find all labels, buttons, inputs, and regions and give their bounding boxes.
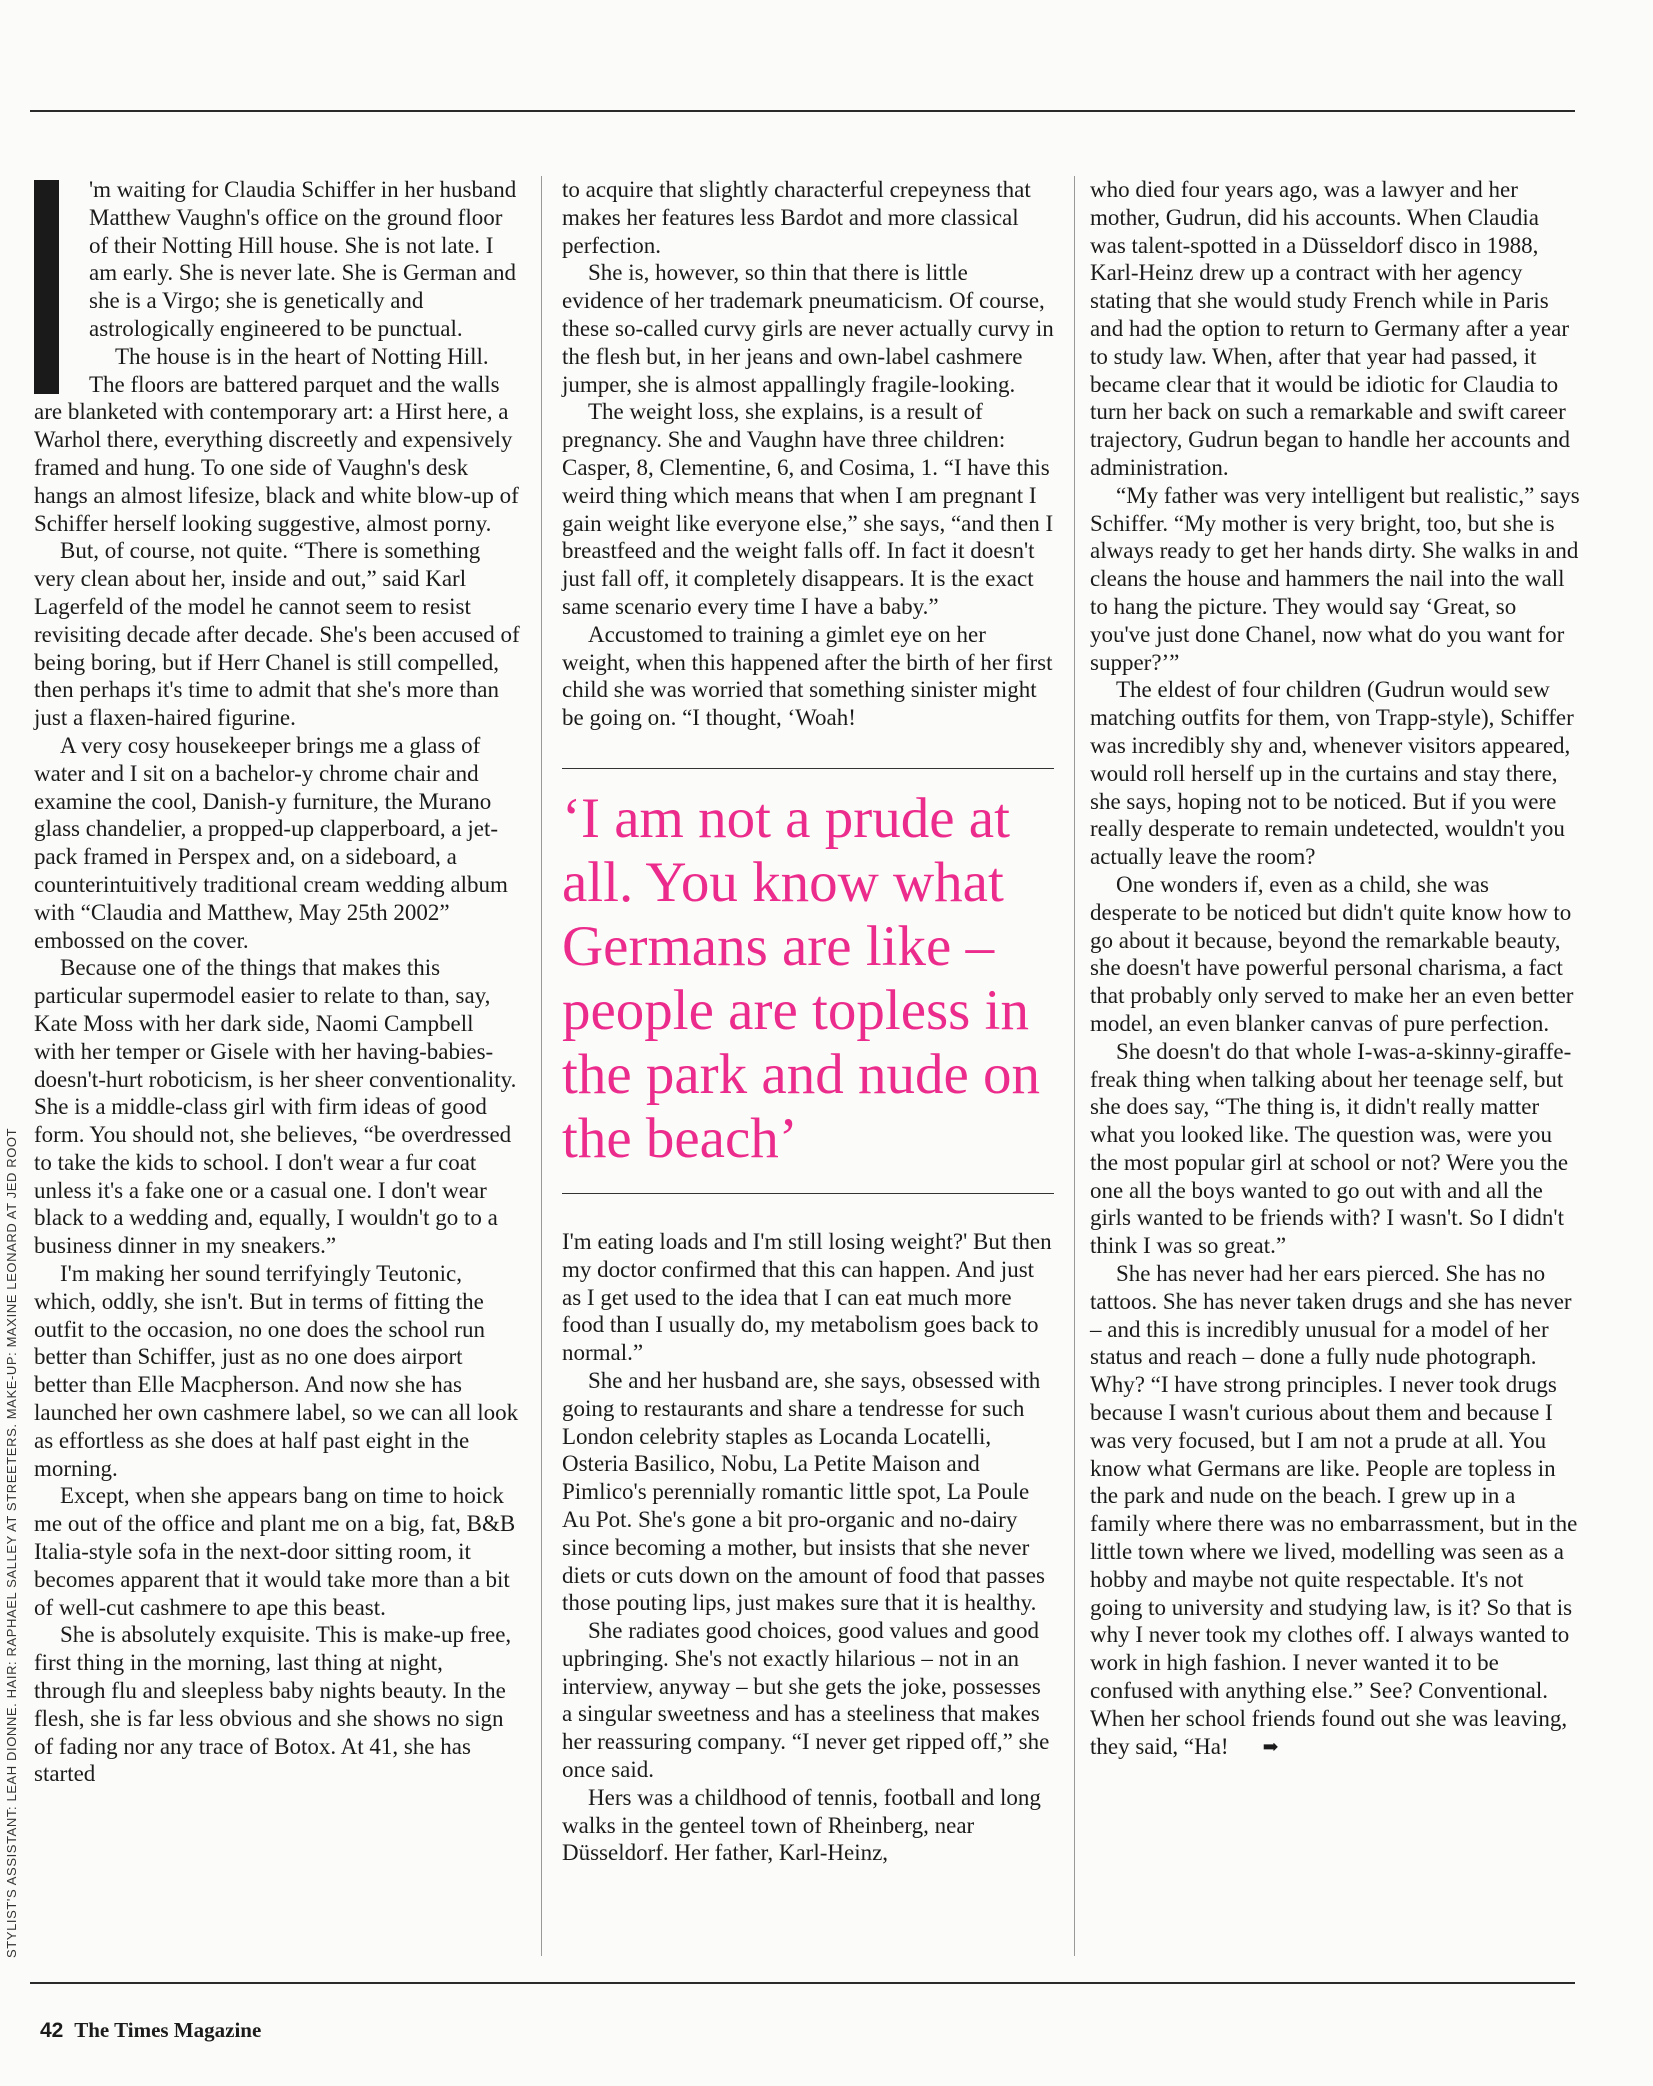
pull-quote-text: ‘I am not a prude at all. You know what Germans are like – people are topless in the park and nude on the beach’	[562, 786, 1041, 1170]
paragraph: “My father was very intelligent but realistic,” says Schiffer. “My mother is very bright, too, but she is always ready to get her hands dirty. She walks in and cleans the house and hammers the nail into the wall to hang the picture. They would say ‘Great, so you've just done Chanel, now what do you want for supper?’”	[1090, 482, 1580, 675]
paragraph: The house is in the heart of Notting Hill. The floors are battered parquet and the walls are blanketed with contemporary art: a Hirst here, a Warhol there, everything discreetly and expensively framed and hung. To one side of Vaughn's desk hangs an almost lifesize, black and white blow-up of Schiffer herself looking suggestive, almost porny.	[34, 343, 519, 536]
paragraph: She doesn't do that whole I-was-a-skinny-giraffe-freak thing when talking about her teenage self, but she does say, “The thing is, it didn't really matter what you looked like. The question was, were you the most popular girl at school or not? Were you the one all the boys wanted to go out with and all the girls wanted to be friends with? I wasn't. So I didn't think I was so great.”	[1090, 1038, 1572, 1259]
paragraph: She is, however, so thin that there is little evidence of her trademark pneumaticism. Of course, these so-called curvy girls are never actually curvy in the flesh but, in her jeans and own-label cashmere jumper, she is almost appallingly fragile-looking.	[562, 260, 1054, 397]
publication-name: The Times Magazine	[74, 2018, 262, 2042]
paragraph: She radiates good choices, good values and good upbringing. She's not exactly hilarious – not in an interview, anyway – but she gets the joke, possesses a singular sweetness and has a steeliness that makes her reassuring company. “I never get ripped off,” she once said.	[562, 1618, 1050, 1783]
paragraph: She and her husband are, she says, obsessed with going to restaurants and share a tendresse for such London celebrity staples as Locanda Locatelli, Osteria Basilico, Nobu, La Petite Maison and Pimlico's perennially romantic little spot, La Poule Au Pot. She's gone a bit pro-organic and no-dairy since becoming a mother, but insists that she never diets or cuts down on the amount of food that passes those pouting lips, just makes sure that it is healthy.	[562, 1367, 1045, 1616]
paragraph: The eldest of four children (Gudrun would sew matching outfits for them, von Trapp-style), Schiffer was incredibly shy and, whenever visitors appeared, would roll herself up in the curtains and stay there, she says, hoping not to be noticed. But if you were really desperate to remain undetected, wouldn't you actually leave the room?	[1090, 677, 1574, 870]
photo-credit: STYLIST'S ASSISTANT: LEAH DIONNE. HAIR: RAPHAEL SALLEY AT STREETERS. MAKE-UP: MAXINE LEONARD AT JED ROOT	[4, 1127, 19, 1958]
bottom-rule	[30, 1982, 1575, 1984]
paragraph: Except, when she appears bang on time to hoick me out of the office and plant me on a big, fat, B&B Italia-style sofa in the next-door sitting room, it becomes apparent that it would take more than a bit of well-cut cashmere to ape this beast.	[34, 1483, 516, 1620]
column-divider	[1074, 176, 1075, 1956]
paragraph: Because one of the things that makes this particular supermodel easier to relate to than, say, Kate Moss with her dark side, Naomi Campbell with her temper or Gisele with her having-babies-doesn't-hurt roboticism, is her sheer conventionality. She is a middle-class girl with firm ideas of good form. You should not, she believes, “be overdressed to take the kids to school. I don't wear a fur coat unless it's a fake one or a casual one. I don't wear black to a wedding and, equally, I wouldn't go to a business dinner in my sneakers.”	[34, 955, 517, 1259]
paragraph: The weight loss, she explains, is a result of pregnancy. She and Vaughn have three children: Casper, 8, Clementine, 6, and Cosima, 1. “I have this weird thing which means that when I am pregnant I gain weight like everyone else,” she says, “and then I breastfeed and the weight falls off. In fact it doesn't just fall off, it completely disappears. It is the exact same scenario every time I have a baby.”	[562, 399, 1054, 619]
paragraph: 'm waiting for Claudia Schiffer in her husband Matthew Vaughn's office on the ground floor of their Notting Hill house. She is not late. I am early. She is never late. She is German and she is a Virgo; she is genetically and astrologically engineered to be punctual.	[89, 177, 517, 341]
column-divider	[541, 176, 542, 1956]
paragraph: who died four years ago, was a lawyer and her mother, Gudrun, did his accounts. When Claudia was talent-spotted in a Düsseldorf disco in 1988, Karl-Heinz drew up a contract with her agency stating that she would study French while in Paris and had the option to return to Germany after a year to study law. When, after that year had passed, it became clear that it would be idiotic for Claudia to turn her back on such a remarkable and swift career trajectory, Gudrun began to handle her accounts and administration.	[1090, 177, 1571, 480]
paragraph: I'm making her sound terrifyingly Teutonic, which, oddly, she isn't. But in terms of fitting the outfit to the occasion, no one does the school run better than Schiffer, just as no one does airport better than Elle Macpherson. And now she has launched her own cashmere label, so we can all look as effortless as she does at half past eight in the morning.	[34, 1261, 519, 1481]
paragraph: Hers was a childhood of tennis, football and long walks in the genteel town of Rheinberg, near Düsseldorf. Her father, Karl-Heinz,	[562, 1784, 1041, 1866]
paragraph-text: She has never had her ears pierced. She has no tattoos. She has never taken drugs and she has never – and this is incredibly unusual for a model of her status and reach – done a fully nude photograph. Why? “I have strong principles. I never took drugs because I wasn't curious about them and because I was very focused, but I am not a prude at all. You know what Germans are like. People are topless in the park and nude on the beach. I grew up in a family where there was no embarrassment, but in the little town where we lived, modelling was seen as a hobby and maybe not quite respectable. It's not going to university and studying law, is it? So that is why I never took my clothes off. I always wanted to work in high fashion. I never wanted it to be confused with anything else.” See? Conventional. When her school friends found out she was leaving, they said, “Ha!	[1090, 1261, 1578, 1759]
paragraph: to acquire that slightly characterful crepeyness that makes her features less Bardot and more classical perfection.	[562, 177, 1031, 258]
article-column-3	[1090, 176, 1580, 1762]
article-column-1	[34, 176, 520, 1788]
drop-cap-bar	[34, 180, 59, 394]
paragraph	[1090, 1260, 1580, 1762]
paragraph: A very cosy housekeeper brings me a glass of water and I sit on a bachelor-y chrome chair and examine the cool, Danish-y furniture, the Murano glass chandelier, a propped-up clapperboard, a jet-pack framed in Perspex and, on a sideboard, a counterintuitively traditional cream wedding album with “Claudia and Matthew, May 25th 2002” embossed on the cover.	[34, 732, 508, 953]
paragraph: But, of course, not quite. “There is something very clean about her, inside and out,” said Karl Lagerfeld of the model he cannot seem to resist revisiting decade after decade. She's been accused of being boring, but if Herr Chanel is still compelled, then perhaps it's time to admit that she's more than just a flaxen-haired figurine.	[34, 538, 520, 731]
article-column-2	[562, 176, 1054, 1867]
page-number: 42	[40, 2019, 64, 2042]
top-rule	[30, 110, 1575, 112]
page-footer	[40, 2018, 261, 2043]
pull-quote	[562, 768, 1054, 1194]
paragraph: One wonders if, even as a child, she was desperate to be noticed but didn't quite know how to go about it because, beyond the remarkable beauty, she doesn't have powerful personal charisma, a fact that probably only served to make her an even better model, an even blanker canvas of pure perfection.	[1090, 871, 1574, 1036]
continue-arrow-icon: ➡	[1262, 1737, 1279, 1759]
paragraph: She is absolutely exquisite. This is make-up free, first thing in the morning, last thing at night, through flu and sleepless baby nights beauty. In the flesh, she is far less obvious and she shows no sign of fading nor any trace of Botox. At 41, she has started	[34, 1622, 512, 1787]
paragraph: Accustomed to training a gimlet eye on her weight, when this happened after the birth of her first child she was worried that something sinister might be going on. “I thought, ‘Woah!	[562, 621, 1053, 731]
paragraph: I'm eating loads and I'm still losing weight?' But then my doctor confirmed that this can happen. And just as I get used to the idea that I can eat much more food than I usually do, my metabolism goes back to normal.”	[562, 1228, 1052, 1366]
